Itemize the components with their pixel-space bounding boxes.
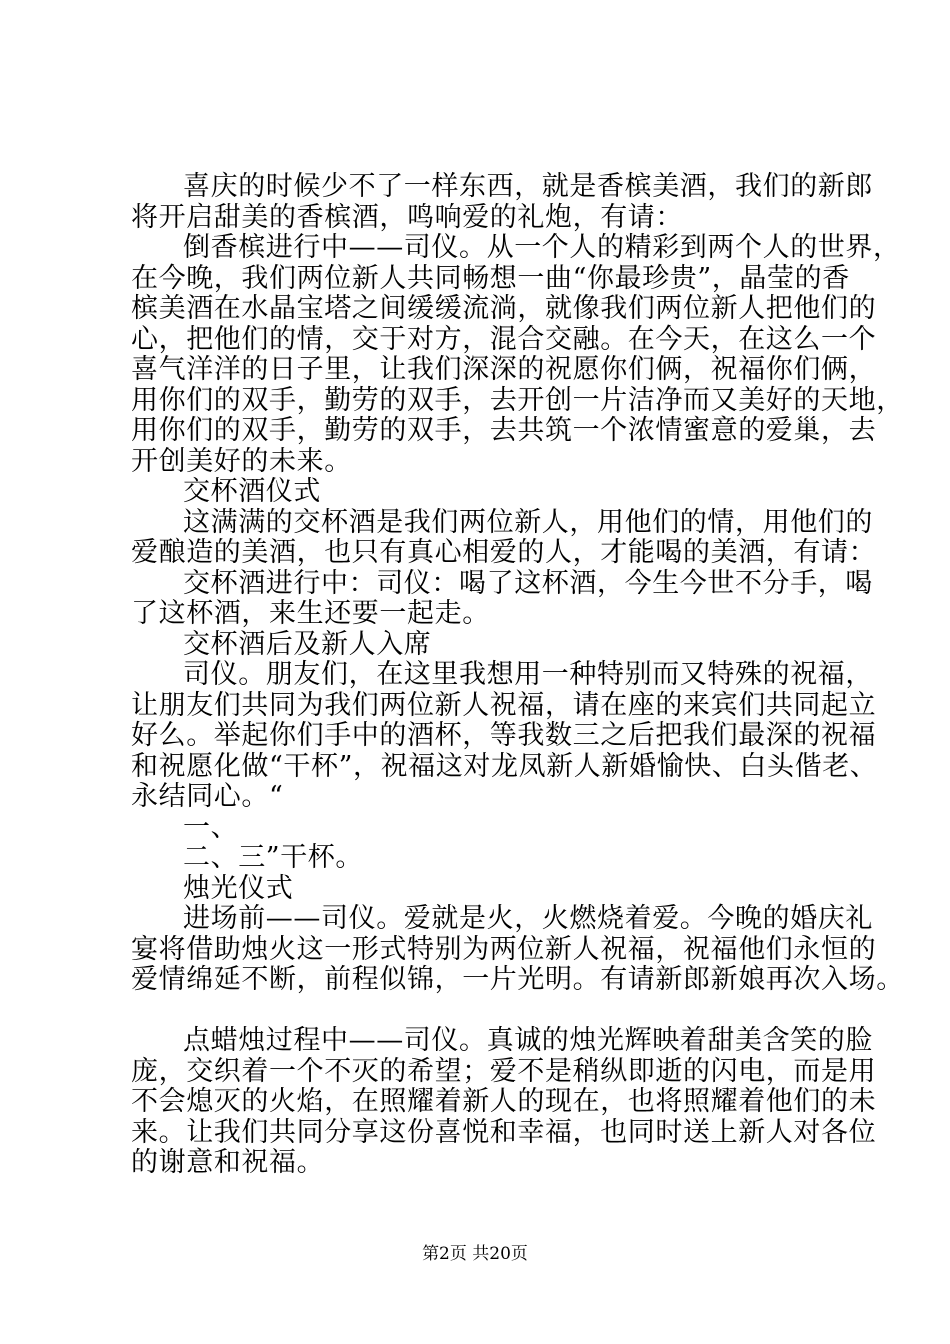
text-line: 让朋友们共同为我们两位新人祝福，请在座的来宾们共同起立 [131,689,877,721]
text-line: 来。让我们共同分享这份喜悦和幸福，也同时送上新人对各位 [131,1116,877,1148]
section-heading: 交杯酒仪式 [183,476,321,507]
text-line: 的谢意和祝福。 [131,1147,325,1178]
blank-line [131,996,851,1027]
text-line: 交杯酒进行中：司仪：喝了这杯酒，今生今世不分手，喝 [183,567,873,599]
text-line: 用你们的双手，勤劳的双手，去开创一片洁净而又美好的天地， [131,384,904,416]
text-line: 不会熄灭的火焰，在照耀着新人的现在，也将照耀着他们的未 [131,1086,877,1117]
text-line: 喜庆的时候少不了一样东西，就是香槟美酒，我们的新郎 [183,171,873,202]
page-number: 第2页 共20页 [422,1244,528,1264]
text-line: 用你们的双手，勤劳的双手，去共筑一个浓情蜜意的爱巢，去 [131,415,877,446]
text-line: 庞，交织着一个不灭的希望；爱不是稍纵即逝的闪电，而是用 [131,1055,877,1087]
text-line: 倒香槟进行中——司仪。从一个人的精彩到两个人的世界， [183,232,901,263]
text-line: 在今晚，我们两位新人共同畅想一曲“你最珍贵”，晶莹的香 [131,262,850,294]
text-line: 宴将借助烛火这一形式特别为两位新人祝福，祝福他们永恒的 [131,933,877,965]
text-line: 司仪。朋友们，在这里我想用一种特别而又特殊的祝福， [183,659,873,690]
text-line: 将开启甜美的香槟酒，鸣响爱的礼炮，有请： [131,201,683,233]
text-line: 这满满的交杯酒是我们两位新人，用他们的情，用他们的 [183,506,873,538]
text-line: 点蜡烛过程中——司仪。真诚的烛光辉映着甜美含笑的脸 [183,1025,873,1056]
text-line: 永结同心。“ [131,781,284,812]
text-line: 了这杯酒，来生还要一起走。 [131,598,490,629]
section-heading: 烛光仪式 [183,872,294,904]
text-line: 好么。举起你们手中的酒杯，等我数三之后把我们最深的祝福 [131,720,877,751]
text-line: 开创美好的未来。 [131,445,352,477]
text-line: 爱酿造的美酒，也只有真心相爱的人，才能喝的美酒，有请： [131,537,877,568]
text-line: 和祝愿化做“干杯”，祝福这对龙凤新人新婚愉快、白头偕老、 [131,750,878,782]
text-line: 心，把他们的情，交于对方，混合交融。在今天，在这么一个 [131,323,877,355]
document-body [131,171,904,1179]
list-item: 二、三”干杯。 [183,842,364,873]
text-line: 喜气洋洋的日子里，让我们深深的祝愿你们俩，祝福你们俩， [131,354,877,385]
section-heading: 交杯酒后及新人入席 [183,628,432,660]
text-line: 槟美酒在水晶宝塔之间缓缓流淌，就像我们两位新人把他们的 [131,293,877,324]
text-line: 爱情绵延不断，前程似锦，一片光明。有请新郎新娘再次入场。 [131,964,904,995]
text-line: 进场前——司仪。爱就是火，火燃烧着爱。今晚的婚庆礼 [183,903,873,934]
list-item: 一、 [183,811,239,843]
